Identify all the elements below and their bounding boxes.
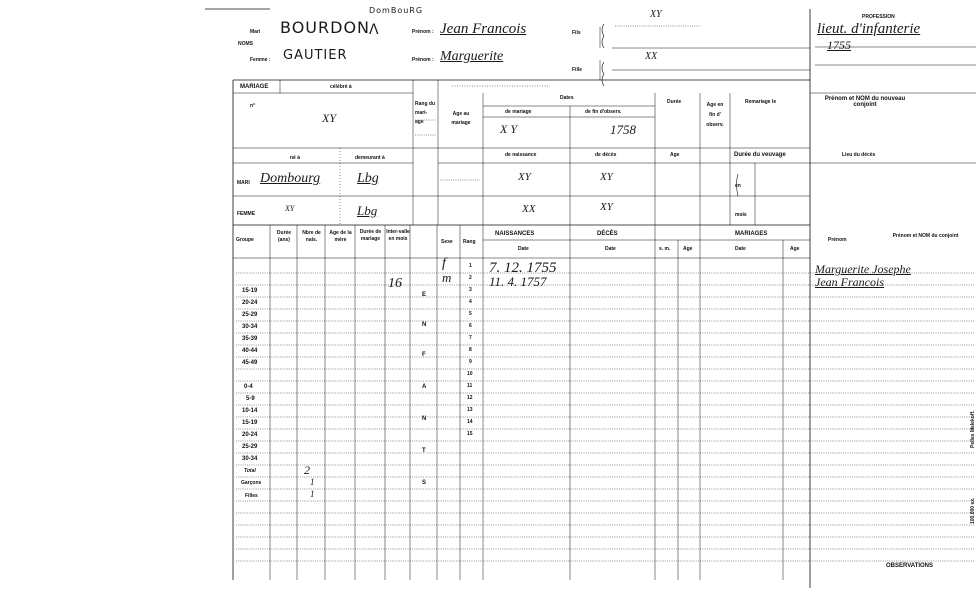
fils-mark: XY bbox=[650, 9, 662, 20]
rank-number: 3 bbox=[469, 287, 472, 293]
femme-prenom: Marguerite bbox=[440, 49, 504, 64]
rank-number: 10 bbox=[467, 371, 473, 377]
mari-place-note: DomBouRG bbox=[369, 6, 424, 15]
enfants-letter: T bbox=[422, 448, 426, 454]
enfants-letter: N bbox=[422, 416, 427, 422]
age-label: Age au mariage bbox=[451, 111, 471, 126]
group-label: 25-29 bbox=[242, 312, 258, 318]
group-label: 40-44 bbox=[242, 348, 258, 354]
de-deces-label: de décès bbox=[595, 152, 617, 158]
femme-naissance-value: XX bbox=[522, 203, 536, 215]
rank-number: 6 bbox=[469, 323, 472, 329]
prenom-label-femme: Prénom : bbox=[412, 57, 434, 63]
child-sexe: f bbox=[442, 256, 446, 271]
group-label: 30-34 bbox=[242, 456, 258, 462]
rank-number: 7 bbox=[469, 335, 472, 341]
age-mere-header: Age de la mère bbox=[329, 230, 352, 243]
dates-label: Dates bbox=[560, 95, 574, 101]
fils-label: Fils bbox=[572, 30, 581, 36]
en-label: en bbox=[735, 183, 741, 189]
child-sexe: m bbox=[442, 270, 452, 285]
femme-name: GAUTIER bbox=[283, 48, 348, 63]
total-value: 2 bbox=[304, 463, 310, 477]
group-label: 35-39 bbox=[242, 336, 258, 342]
enfants-letter: A bbox=[422, 384, 427, 390]
naissances-date-header: Date bbox=[518, 246, 529, 252]
intervalle-value: 16 bbox=[388, 276, 402, 291]
filles-value: 1 bbox=[310, 489, 315, 499]
duree-ans-header: Durée (ans) bbox=[276, 230, 292, 243]
nbre-nais-header: Nbre de nais. bbox=[302, 230, 321, 243]
print-run: 100.000 ex. bbox=[970, 497, 976, 524]
mois-label: mois bbox=[735, 212, 747, 218]
group-label-garcons: Garçons bbox=[241, 480, 262, 486]
profession-label: PROFESSION bbox=[862, 14, 895, 20]
rang-label: Rang du mari-age bbox=[415, 101, 435, 125]
lieu-deces-label: Lieu du décès bbox=[842, 152, 876, 158]
child-birth-date: 7. 12. 1755 bbox=[489, 260, 557, 276]
age-col-label: Age bbox=[670, 152, 680, 158]
de-naissance-label: de naissance bbox=[505, 152, 537, 158]
femme-label: Femme : bbox=[250, 57, 271, 63]
group-label-total: Total bbox=[244, 468, 256, 474]
de-mariage-label: de mariage bbox=[505, 109, 532, 115]
fille-mark: XX bbox=[645, 51, 658, 62]
mariages-age-header: Age bbox=[790, 246, 800, 252]
enfants-letter: N bbox=[422, 322, 427, 328]
rank-number: 12 bbox=[467, 395, 473, 401]
mariage-title: MARIAGE bbox=[240, 84, 269, 90]
sm-header: s. m. bbox=[659, 246, 671, 252]
rank-number: 4 bbox=[469, 299, 472, 305]
enfants-letter: F bbox=[422, 352, 426, 358]
group-label: 45-49 bbox=[242, 360, 258, 366]
ne-a-label: né à bbox=[290, 155, 301, 161]
duree-veuvage-label: Durée du veuvage bbox=[734, 152, 786, 158]
child-prenom: Marguerite Josephe bbox=[815, 262, 911, 276]
mari-label: Mari bbox=[250, 29, 261, 35]
age-fin-label: Age en fin d' observ. bbox=[706, 102, 724, 128]
group-label: 20-24 bbox=[242, 432, 258, 438]
fille-label: Fille bbox=[572, 67, 583, 73]
enfants-letter: E bbox=[422, 292, 427, 298]
group-label: 20-24 bbox=[242, 300, 258, 306]
sexe-header: Sexe bbox=[441, 239, 453, 245]
femme-row-label: FEMME bbox=[237, 211, 256, 217]
celebre-value: XY bbox=[322, 111, 337, 125]
group-label: 0-4 bbox=[244, 384, 253, 390]
observations-label: OBSERVATIONS bbox=[886, 563, 934, 569]
mari-row-label: MARI bbox=[237, 180, 250, 186]
intervalle-header: Inter-valle en mois bbox=[386, 229, 410, 242]
profession-text: lieut. d'infanterie bbox=[817, 21, 921, 37]
child-birth-date: 11. 4. 1757 bbox=[489, 274, 547, 289]
femme-demeurant-value: Lbg bbox=[357, 203, 378, 218]
femme-deces-value: XY bbox=[600, 201, 613, 213]
rank-number: 9 bbox=[469, 359, 472, 365]
mari-prenom: Jean Francois bbox=[440, 21, 527, 37]
naissances-header: NAISSANCES bbox=[495, 231, 535, 237]
prenom-header: Prénom bbox=[828, 237, 847, 243]
mariages-date-header: Date bbox=[735, 246, 746, 252]
rank-number: 15 bbox=[467, 431, 473, 437]
groupe-header: Groupe bbox=[236, 237, 254, 243]
printer-credit: Pelles Melekoff. bbox=[970, 410, 976, 448]
rank-number: 1 bbox=[469, 263, 472, 269]
femme-ne-value: XY bbox=[285, 204, 295, 213]
mari-naissance-value: XY bbox=[518, 171, 531, 183]
deces-header: DÉCÈS bbox=[597, 231, 618, 237]
noms-label: NOMS bbox=[238, 41, 253, 47]
mariages-header: MARIAGES bbox=[735, 231, 768, 237]
group-label: 25-29 bbox=[242, 444, 258, 450]
rank-number: 11 bbox=[467, 383, 473, 389]
mari-demeurant-value: Lbg bbox=[357, 171, 379, 186]
duree-mariage-header: Durée de mariage bbox=[359, 229, 382, 242]
demeurant-label: demeurant à bbox=[355, 155, 385, 161]
remariage-label: Remariage le bbox=[745, 99, 777, 105]
rank-number: 5 bbox=[469, 311, 472, 317]
group-label: 15-19 bbox=[242, 420, 258, 426]
profession-year: 1755 bbox=[827, 38, 851, 52]
rang-header: Rang bbox=[463, 239, 476, 245]
date-fin-value: 1758 bbox=[610, 122, 636, 137]
mari-mark: Λ bbox=[369, 22, 380, 38]
rank-number: 8 bbox=[469, 347, 472, 353]
group-label: 15-19 bbox=[242, 288, 258, 294]
mari-ne-value: Dombourg bbox=[260, 171, 321, 186]
de-fin-label: de fin d'observ. bbox=[585, 109, 622, 115]
date-mariage-value: X Y bbox=[500, 122, 518, 136]
deces-date-header: Date bbox=[605, 246, 616, 252]
rank-number: 2 bbox=[469, 275, 472, 281]
duree-label: Durée bbox=[667, 99, 682, 105]
celebre-label: célébré à bbox=[330, 84, 352, 90]
group-label: 30-34 bbox=[242, 324, 258, 330]
child-prenom: Jean Francois bbox=[815, 275, 884, 289]
prenom-label-mari: Prénom : bbox=[412, 29, 434, 35]
prenom-nom-conjoint-header: Prénom et NOM du conjoint bbox=[892, 233, 959, 239]
garcons-value: 1 bbox=[310, 477, 315, 487]
rank-number: 13 bbox=[467, 407, 473, 413]
nouveau-conjoint-label: Prénom et NOM du nouveau conjoint bbox=[824, 96, 906, 108]
group-label: 10-14 bbox=[242, 408, 258, 414]
enfants-letter: S bbox=[422, 480, 427, 486]
group-label: 5-9 bbox=[246, 396, 255, 402]
mari-name: BOURDON bbox=[280, 18, 370, 37]
no-label: n° bbox=[250, 103, 256, 109]
mari-deces-value: XY bbox=[600, 171, 613, 183]
group-label-filles: Filles bbox=[245, 493, 258, 499]
rank-number: 14 bbox=[467, 419, 473, 425]
deces-age-header: Age bbox=[683, 246, 693, 252]
